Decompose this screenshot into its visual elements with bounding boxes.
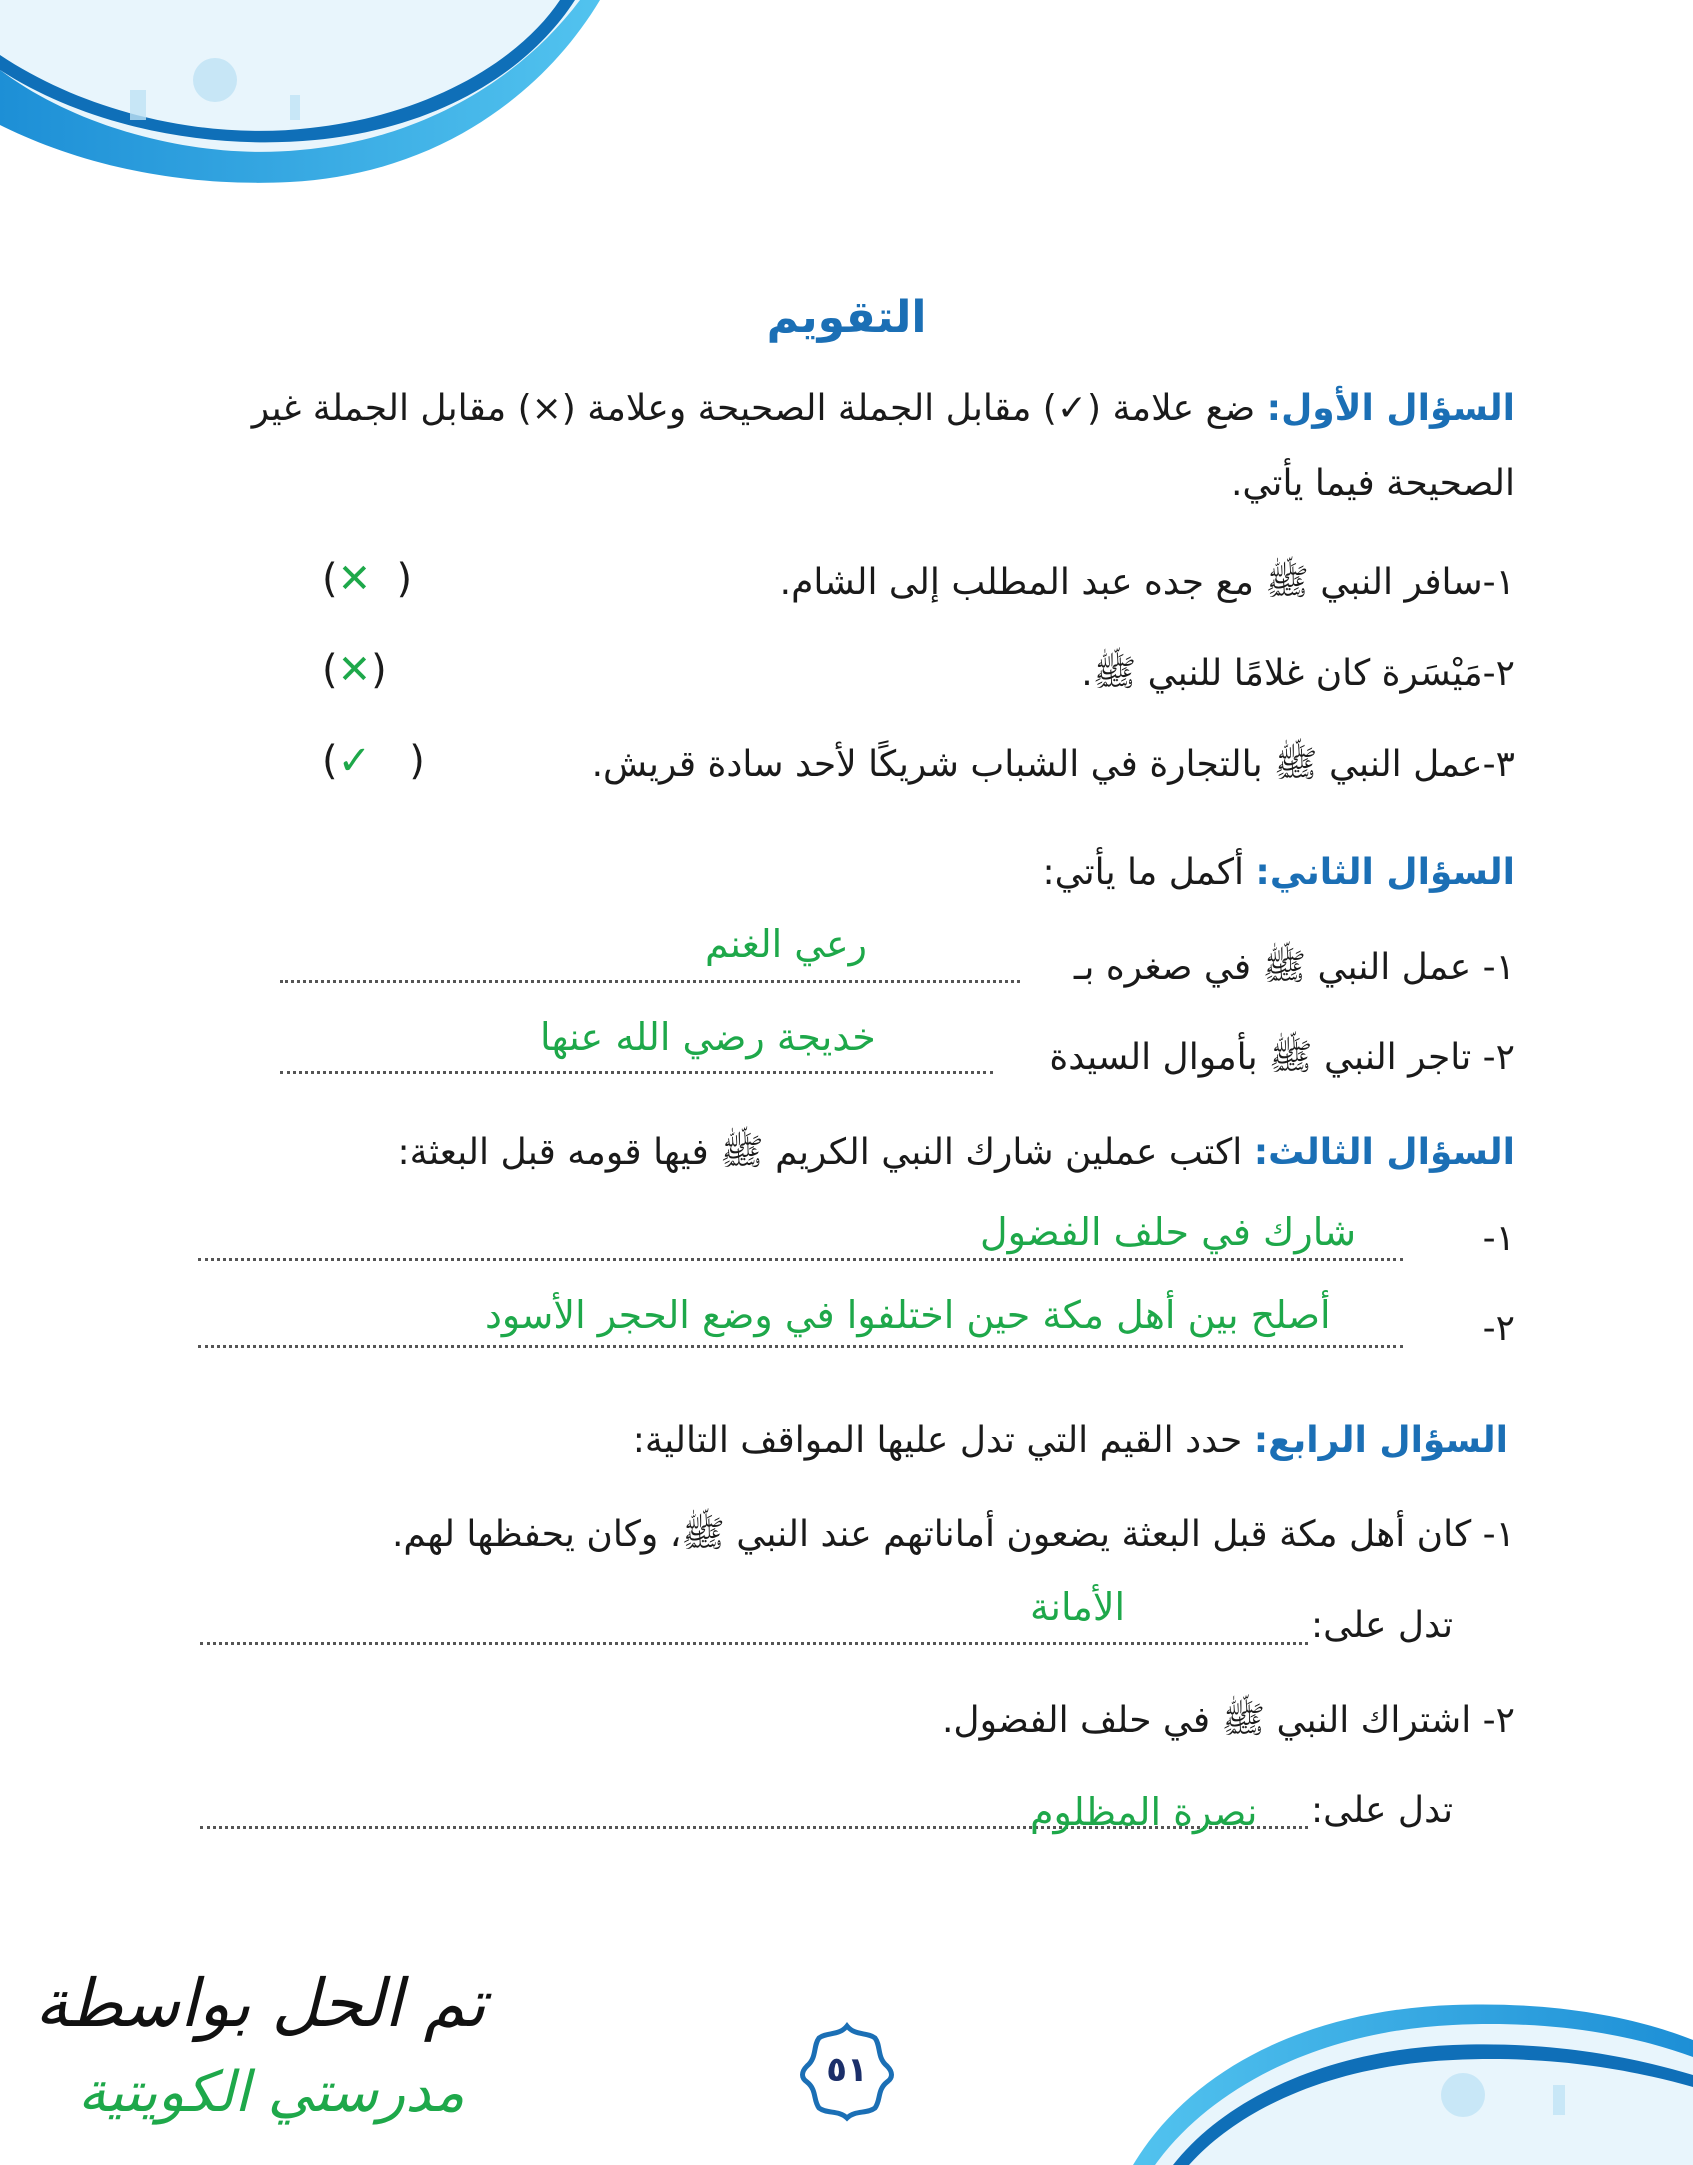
q4-item-2: ٢- اشتراك النبي ﷺ في حلف الفضول. [941, 1700, 1515, 1741]
q4-instruction-text: حدد القيم التي تدل عليها المواقف التالية: [632, 1420, 1243, 1461]
q1-item-1: ١-سافر النبي ﷺ مع جده عبد المطلب إلى الشام. [779, 562, 1515, 603]
page-number: ٥١ [826, 2050, 868, 2090]
q2-item-2-answer-line [280, 1071, 993, 1074]
q1-item-2: ٢-مَيْسَرة كان غلامًا للنبي ﷺ. [1081, 653, 1515, 694]
q3-item-2-answer-line [198, 1345, 1403, 1348]
q4-item-2-label: تدل على: [1310, 1790, 1453, 1831]
q3-heading: السؤال الثالث: [1253, 1132, 1515, 1173]
bottom-wave-decoration [1133, 1995, 1693, 2165]
q4-item-1-answer: الأمانة [1030, 1585, 1126, 1629]
page-title: التقويم [766, 292, 927, 343]
q4-item-1-label: تدل على: [1310, 1605, 1453, 1646]
q4-item-1-answer-line [200, 1642, 1308, 1645]
q3-item-2-number: ٢- [1482, 1308, 1515, 1349]
q4-item-2-answer: نصرة المظلوم [1030, 1790, 1258, 1834]
cross-icon: ✕ [337, 556, 372, 602]
q2-item-2-answer: خديجة رضي الله عنها [540, 1015, 876, 1059]
q2-instruction [1042, 852, 1515, 893]
q3-item-1-answer: شارك في حلف الفضول [980, 1210, 1357, 1254]
q2-item-1-answer: رعي الغنم [705, 922, 868, 966]
q2-instruction-text: أكمل ما يأتي: [1042, 852, 1244, 893]
q4-instruction [633, 1420, 1508, 1461]
q3-item-1-answer-line [198, 1258, 1403, 1261]
q2-item-1-answer-line [280, 980, 1020, 983]
top-wave-decoration [0, 0, 600, 190]
q3-instruction-text: اكتب عملين شارك النبي الكريم ﷺ فيها قومه قبل البعثة: [397, 1132, 1243, 1173]
q1-item-3: ٣-عمل النبي ﷺ بالتجارة في الشباب شريكًا لأحد سادة قريش. [591, 744, 1515, 785]
q1-heading: السؤال الأول: [1266, 388, 1515, 429]
q1-item-3-answer-mark: (✓ ) [322, 738, 425, 784]
q1-item-2-answer-mark: (✕) [322, 647, 387, 693]
signature-line1: تم الحل بواسطة [35, 1965, 486, 2042]
q4-item-1: ١- كان أهل مكة قبل البعثة يضعون أماناتهم عند النبي ﷺ، وكان يحفظها لهم. [391, 1514, 1515, 1555]
q1-item-1-answer-mark: (✕ ) [322, 556, 413, 602]
q3-item-1-number: ١- [1482, 1218, 1515, 1259]
q4-heading: السؤال الرابع: [1253, 1420, 1508, 1461]
q1-instruction-line1 [252, 388, 1515, 429]
q1-instruction-text: ضع علامة (✓) مقابل الجملة الصحيحة وعلامة (×) مقابل الجملة غير [251, 388, 1256, 429]
q3-instruction [398, 1130, 1515, 1182]
cross-icon: ✕ [337, 647, 372, 693]
check-icon: ✓ [337, 738, 372, 784]
q1-instruction-line2: الصحيحة فيما يأتي. [1230, 463, 1515, 504]
signature-line2: مدرستي الكويتية [78, 2060, 465, 2125]
q2-heading: السؤال الثاني: [1255, 852, 1515, 893]
q2-item-1: ١- عمل النبي ﷺ في صغره بـ [1073, 947, 1515, 988]
q2-item-2: ٢- تاجر النبي ﷺ بأموال السيدة [1049, 1037, 1515, 1078]
q3-item-2-answer: أصلح بين أهل مكة حين اختلفوا في وضع الحجر الأسود [485, 1293, 1331, 1337]
